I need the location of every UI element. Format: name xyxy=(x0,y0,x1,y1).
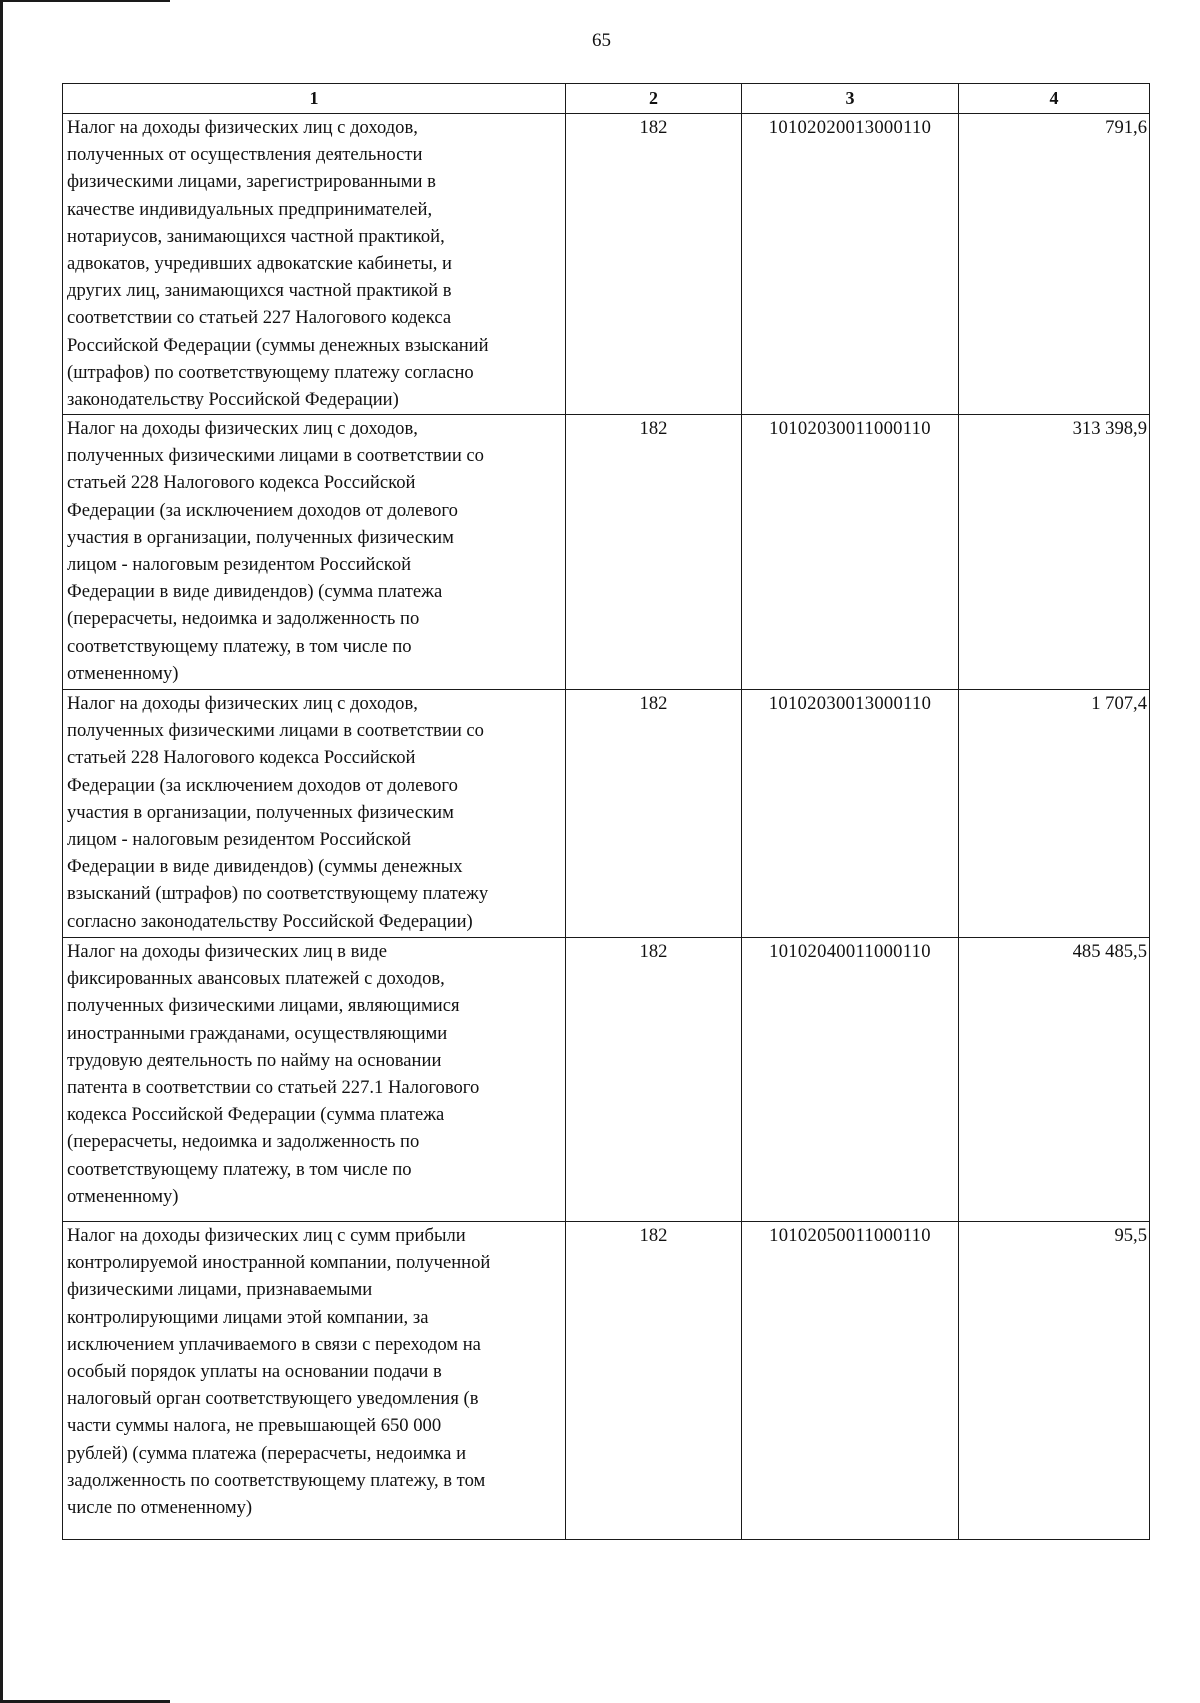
description-cell xyxy=(63,114,566,415)
table-row xyxy=(63,938,1150,1222)
budget-code-cell: 10102040011000110 xyxy=(742,938,959,1222)
column-header-4: 4 xyxy=(959,84,1150,114)
amount-cell: 95,5 xyxy=(959,1222,1150,1540)
description-text: Налог на доходы физических лиц в виде фиксированных авансовых платежей с доходов, полученных физическими лицами, являющимися иностранными гражданами, осуществляющими трудовую деятельность по найму на основании патента в соответствии со статьей 227.1 Налогового кодекса Российской Федерации (сумма платежа (перерасчеты, недоимка и задолженность по соответствующему платежу, в том числе по отмененному) xyxy=(67,941,480,1207)
description-cell xyxy=(63,690,566,938)
description-text: Налог на доходы физических лиц с сумм прибыли контролируемой иностранной компании, полученной физическими лицами, признаваемыми контролирующими лицами этой компании, за исключением уплачиваемого в связи с переходом на особый порядок уплаты на основании подачи в налоговый орган соответствующего уведомления (в части суммы налога, не превышающей 650 000 рублей) (сумма платежа (перерасчеты, недоимка и задолженность по соответствующему платежу, в том числе по отмененному) xyxy=(67,1225,491,1519)
description-text: Налог на доходы физических лиц с доходов, полученных физическими лицами в соответствии со статьей 228 Налогового кодекса Российской Федерации (за исключением доходов от долевого участия в организации, полученных физическим лицом - налоговым резидентом Российской Федерации в виде дивидендов) (сумма платежа (перерасчеты, недоимка и задолженность по соответствующему платежу, в том числе по отмененному) xyxy=(67,418,484,684)
admin-code-cell: 182 xyxy=(566,690,742,938)
admin-code-cell: 182 xyxy=(566,1222,742,1540)
revenue-table xyxy=(62,83,1150,1540)
budget-code-cell: 10102030011000110 xyxy=(742,415,959,690)
budget-code-cell: 10102020013000110 xyxy=(742,114,959,415)
page-number: 65 xyxy=(592,30,611,51)
table-row xyxy=(63,1222,1150,1540)
admin-code-cell: 182 xyxy=(566,415,742,690)
amount-cell: 485 485,5 xyxy=(959,938,1150,1222)
column-header-3: 3 xyxy=(742,84,959,114)
admin-code-cell: 182 xyxy=(566,938,742,1222)
description-text: Налог на доходы физических лиц с доходов, полученных от осуществления деятельности физическими лицами, зарегистрированными в качестве индивидуальных предпринимателей, нотариусов, занимающихся частной практикой, адвокатов, учредивших адвокатские кабинеты, и других лиц, занимающихся частной практикой в соответствии со статьей 227 Налогового кодекса Российской Федерации (суммы денежных взысканий (штрафов) по соответствующему платежу согласно законодательству Российской Федерации) xyxy=(67,117,489,411)
table-row xyxy=(63,690,1150,938)
description-text: Налог на доходы физических лиц с доходов, полученных физическими лицами в соответствии со статьей 228 Налогового кодекса Российской Федерации (за исключением доходов от долевого участия в организации, полученных физическим лицом - налоговым резидентом Российской Федерации в виде дивидендов) (суммы денежных взысканий (штрафов) по соответствующему платежу согласно законодательству Российской Федерации) xyxy=(67,693,489,932)
table-row xyxy=(63,415,1150,690)
amount-cell: 313 398,9 xyxy=(959,415,1150,690)
description-cell xyxy=(63,938,566,1222)
description-cell xyxy=(63,415,566,690)
column-header-2: 2 xyxy=(566,84,742,114)
budget-code-cell: 10102050011000110 xyxy=(742,1222,959,1540)
admin-code-cell: 182 xyxy=(566,114,742,415)
table-row xyxy=(63,114,1150,415)
budget-code-cell: 10102030013000110 xyxy=(742,690,959,938)
scan-edge-top xyxy=(0,0,170,2)
description-cell xyxy=(63,1222,566,1540)
column-header-1: 1 xyxy=(63,84,566,114)
amount-cell: 791,6 xyxy=(959,114,1150,415)
scan-edge-left xyxy=(0,0,3,1703)
amount-cell: 1 707,4 xyxy=(959,690,1150,938)
header-row xyxy=(63,84,1150,114)
